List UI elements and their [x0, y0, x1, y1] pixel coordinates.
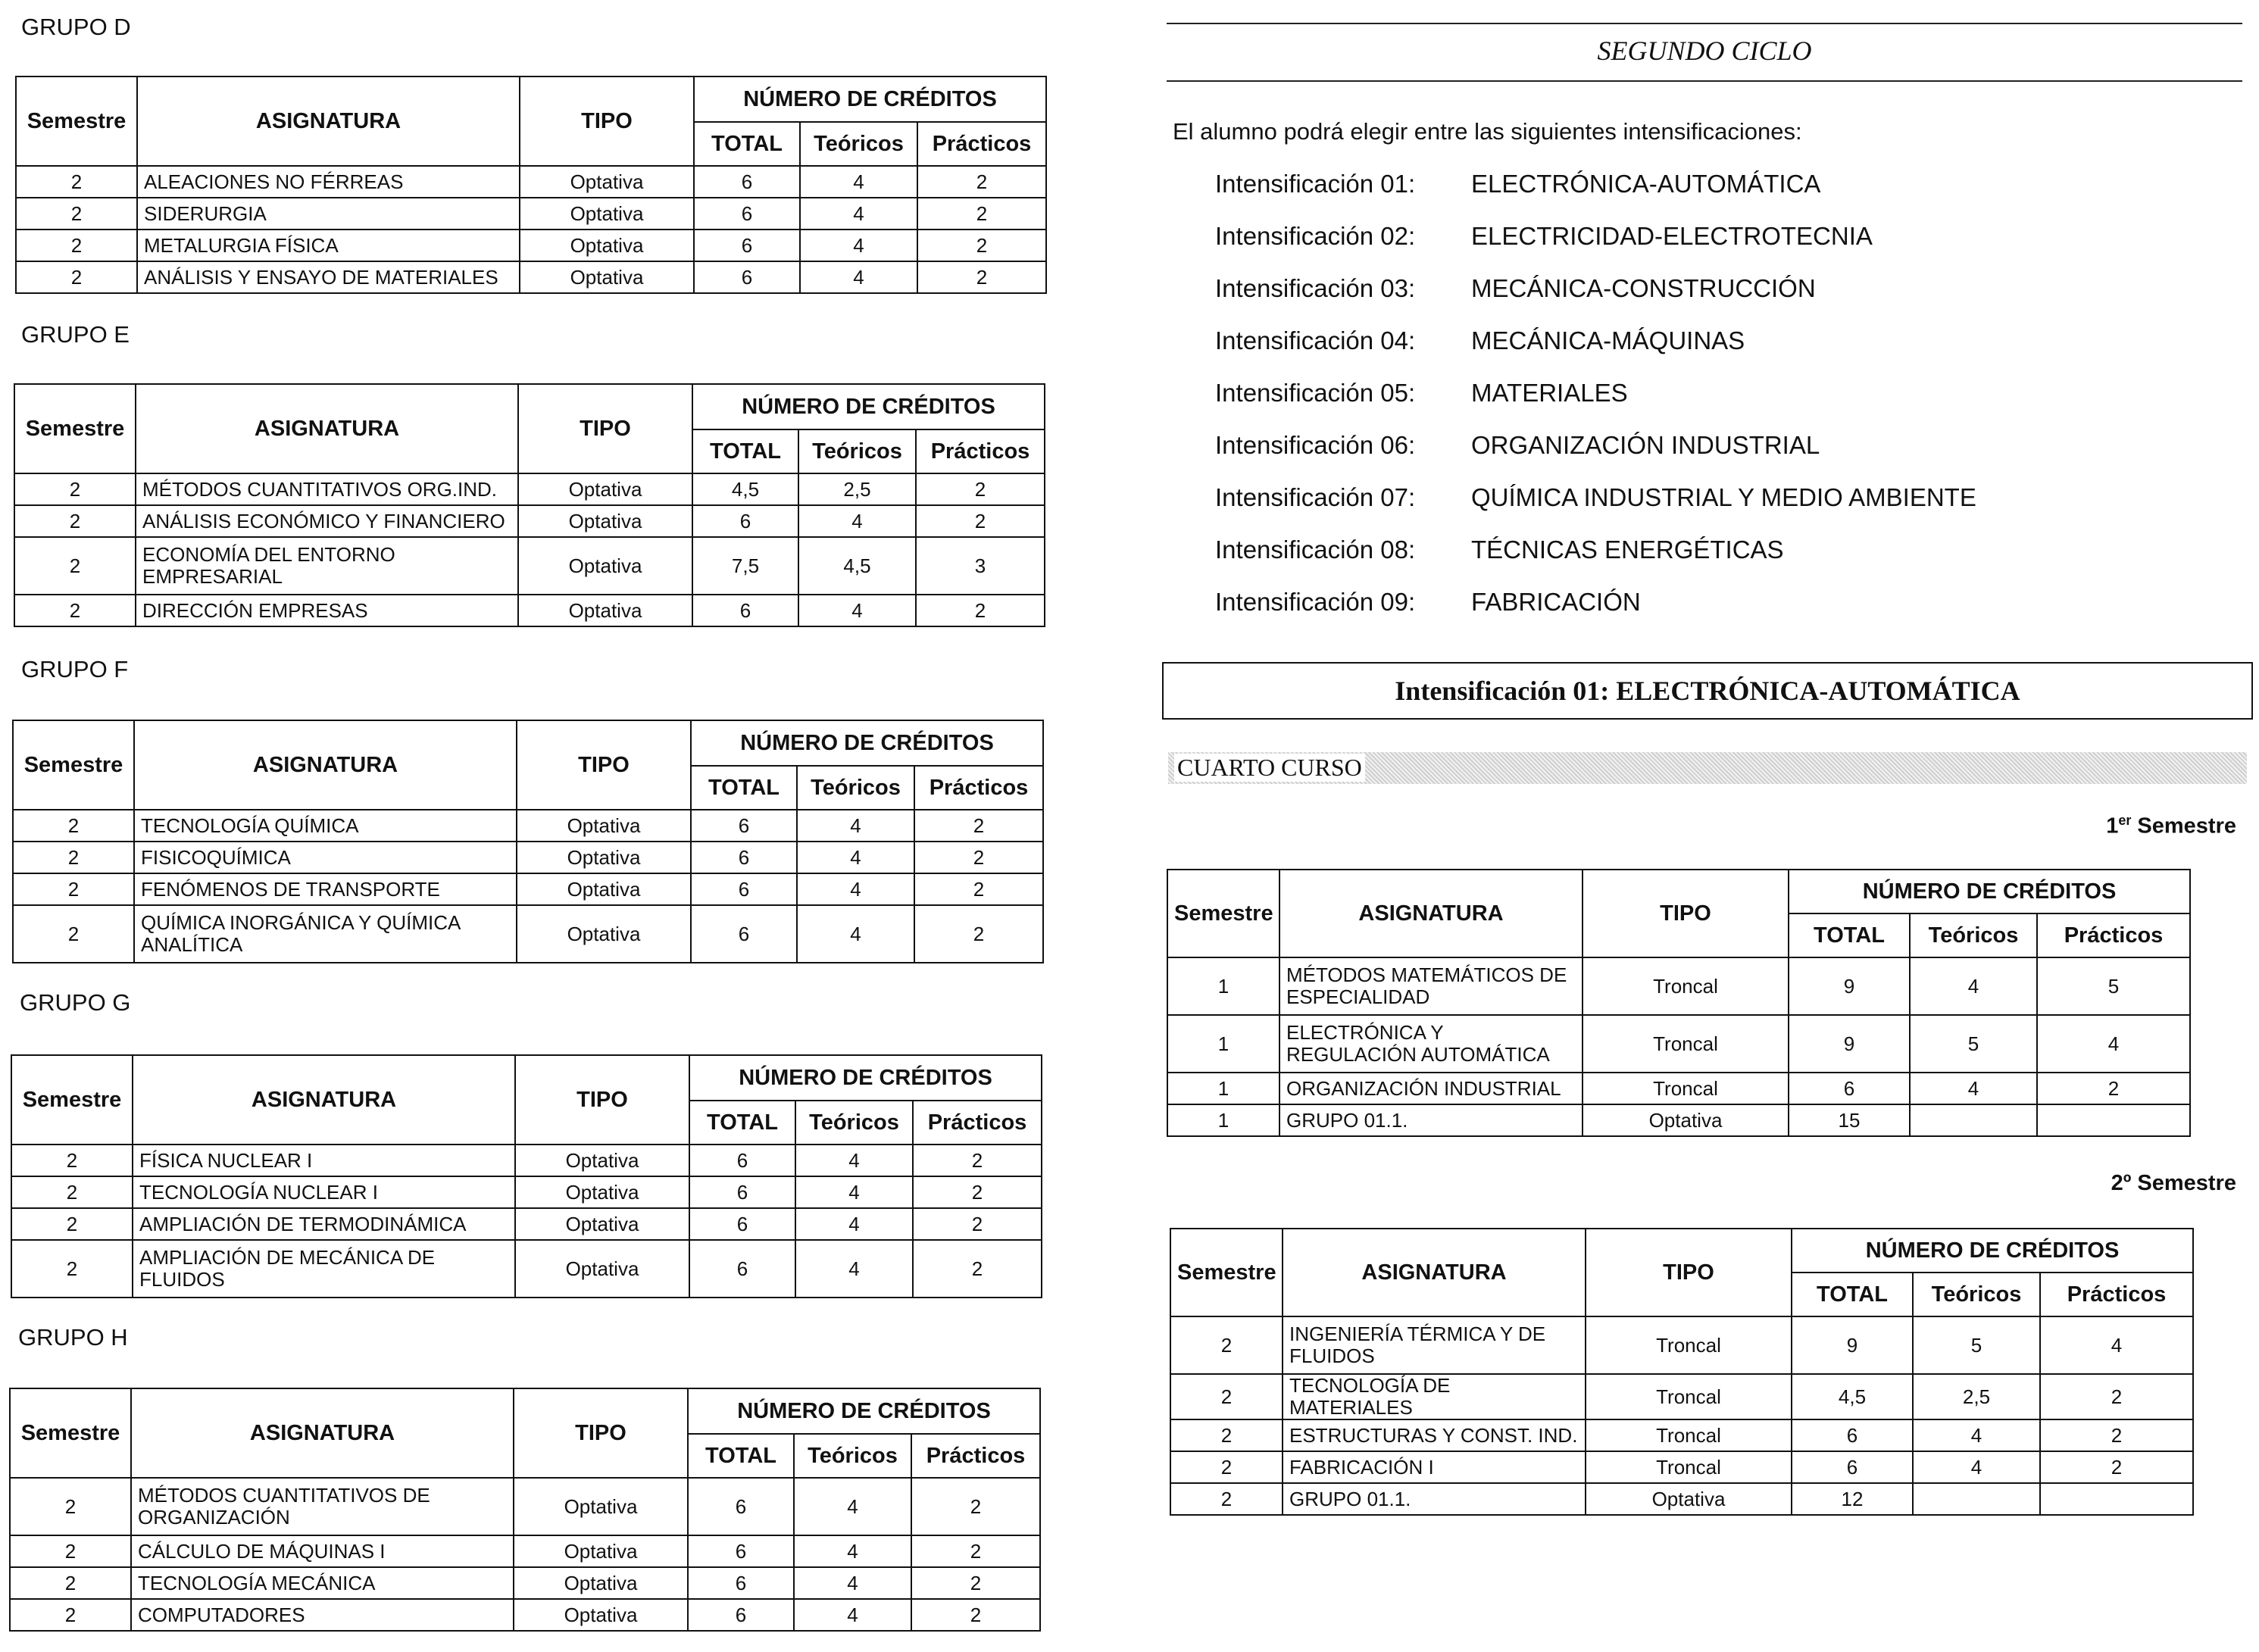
- sem2-label: 2º Semestre: [2111, 1171, 2236, 1195]
- curso-band: [1168, 752, 2247, 784]
- intensificacion-value: FABRICACIÓN: [1471, 588, 1641, 616]
- group-g-table: [11, 1054, 1042, 1298]
- header-semestre: Semestre: [14, 384, 136, 473]
- intensificacion-label: Intensificación 08:: [1215, 536, 1416, 564]
- table-row: 1 ELECTRÓNICA Y REGULACIÓN AUTOMÁTICA Troncal 9 5 4: [1167, 1015, 2190, 1073]
- header-practicos: Prácticos: [913, 1101, 1042, 1145]
- header-tipo: TIPO: [517, 720, 691, 810]
- header-total: TOTAL: [694, 122, 800, 166]
- table-row: 2 QUÍMICA INORGÁNICA Y QUÍMICA ANALÍTICA Optativa 6 4 2: [13, 905, 1043, 963]
- header-teoricos: Teóricos: [1910, 913, 2037, 957]
- header-total: TOTAL: [689, 1101, 795, 1145]
- header-practicos: Prácticos: [2037, 913, 2190, 957]
- table-row: 2 FÍSICA NUCLEAR I Optativa 6 4 2: [11, 1145, 1042, 1176]
- header-semestre: Semestre: [1170, 1229, 1283, 1316]
- table-row: 2 FENÓMENOS DE TRANSPORTE Optativa 6 4 2: [13, 873, 1043, 905]
- table-row: 2 TECNOLOGÍA NUCLEAR I Optativa 6 4 2: [11, 1176, 1042, 1208]
- group-e-table: [14, 383, 1045, 627]
- header-total: TOTAL: [688, 1434, 794, 1478]
- header-semestre: Semestre: [1167, 870, 1279, 957]
- ciclo-rule: [1167, 80, 2242, 82]
- header-practicos: Prácticos: [914, 766, 1043, 810]
- header-practicos: Prácticos: [916, 429, 1045, 473]
- intensificacion-value: MATERIALES: [1471, 379, 1628, 407]
- header-semestre: Semestre: [13, 720, 134, 810]
- intensificacion-box-title: Intensificación 01: ELECTRÓNICA-AUTOMÁTICA: [1162, 662, 2253, 720]
- header-tipo: TIPO: [518, 384, 692, 473]
- group-e-title: GRUPO E: [21, 321, 130, 348]
- intro-text: El alumno podrá elegir entre las siguientes intensificaciones:: [1173, 118, 1802, 145]
- intensificacion-label: Intensificación 07:: [1215, 483, 1416, 511]
- header-semestre: Semestre: [16, 77, 137, 166]
- header-practicos: Prácticos: [911, 1434, 1040, 1478]
- header-total: TOTAL: [692, 429, 798, 473]
- sem1-label: [2106, 813, 2236, 839]
- header-tipo: TIPO: [515, 1055, 689, 1145]
- table-row: 2 INGENIERÍA TÉRMICA Y DE FLUIDOS Troncal 9 5 4: [1170, 1316, 2193, 1374]
- sem1-sup: er: [2118, 813, 2132, 828]
- sem1-table: [1167, 869, 2191, 1137]
- table-row: 2 ANÁLISIS ECONÓMICO Y FINANCIERO Optativa 6 4 2: [14, 505, 1045, 537]
- header-semestre: Semestre: [11, 1055, 133, 1145]
- table-row: 1 MÉTODOS MATEMÁTICOS DE ESPECIALIDAD Troncal 9 4 5: [1167, 957, 2190, 1015]
- header-teoricos: Teóricos: [797, 766, 914, 810]
- header-tipo: TIPO: [514, 1388, 688, 1478]
- sem2-table: [1170, 1228, 2194, 1516]
- table-row: 2 MÉTODOS CUANTITATIVOS DE ORGANIZACIÓN Optativa 6 4 2: [10, 1478, 1040, 1535]
- header-tipo: TIPO: [1586, 1229, 1792, 1316]
- table-row: 2 ALEACIONES NO FÉRREAS Optativa 6 4 2: [16, 166, 1046, 198]
- table-row: 2 DIRECCIÓN EMPRESAS Optativa 6 4 2: [14, 595, 1045, 626]
- header-practicos: Prácticos: [2040, 1273, 2193, 1316]
- group-d-title: GRUPO D: [21, 14, 131, 40]
- table-row: 2 METALURGIA FÍSICA Optativa 6 4 2: [16, 230, 1046, 261]
- header-numero-creditos: NÚMERO DE CRÉDITOS: [692, 384, 1045, 429]
- table-row: 2 AMPLIACIÓN DE TERMODINÁMICA Optativa 6 4 2: [11, 1208, 1042, 1240]
- group-d-table: [15, 76, 1047, 294]
- intensificacion-value: ORGANIZACIÓN INDUSTRIAL: [1471, 431, 1820, 459]
- group-g-title: GRUPO G: [20, 989, 131, 1016]
- intensificacion-value: ELECTRICIDAD-ELECTROTECNIA: [1471, 222, 1873, 250]
- header-asignatura: ASIGNATURA: [134, 720, 517, 810]
- intensificacion-label: Intensificación 02:: [1215, 222, 1416, 250]
- group-h-title: GRUPO H: [18, 1324, 128, 1351]
- header-total: TOTAL: [1789, 913, 1910, 957]
- group-h-table: [9, 1388, 1041, 1632]
- header-semestre: Semestre: [10, 1388, 131, 1478]
- table-row: 2 AMPLIACIÓN DE MECÁNICA DE FLUIDOS Optativa 6 4 2: [11, 1240, 1042, 1298]
- header-numero-creditos: NÚMERO DE CRÉDITOS: [1789, 870, 2190, 913]
- header-teoricos: Teóricos: [795, 1101, 913, 1145]
- intensificacion-label: Intensificación 04:: [1215, 326, 1416, 354]
- header-practicos: Prácticos: [917, 122, 1046, 166]
- header-total: TOTAL: [1792, 1273, 1913, 1316]
- header-tipo: TIPO: [1583, 870, 1789, 957]
- table-row: 1 GRUPO 01.1. Optativa 15: [1167, 1104, 2190, 1136]
- table-row: 2 FISICOQUÍMICA Optativa 6 4 2: [13, 842, 1043, 873]
- header-asignatura: ASIGNATURA: [133, 1055, 515, 1145]
- ciclo-title: SEGUNDO CICLO: [1597, 36, 1812, 66]
- sem1-word: Semestre: [2137, 814, 2236, 838]
- curso-title: CUARTO CURSO: [1174, 754, 1365, 782]
- table-row: 2 ECONOMÍA DEL ENTORNO EMPRESARIAL Optativa 7,5 4,5 3: [14, 537, 1045, 595]
- intensificacion-label: Intensificación 01:: [1215, 170, 1416, 198]
- table-row: 2 TECNOLOGÍA QUÍMICA Optativa 6 4 2: [13, 810, 1043, 842]
- header-numero-creditos: NÚMERO DE CRÉDITOS: [694, 77, 1046, 122]
- header-teoricos: Teóricos: [794, 1434, 911, 1478]
- header-teoricos: Teóricos: [800, 122, 917, 166]
- header-asignatura: ASIGNATURA: [131, 1388, 514, 1478]
- intensificacion-value: MECÁNICA-CONSTRUCCIÓN: [1471, 274, 1816, 302]
- header-teoricos: Teóricos: [798, 429, 916, 473]
- header-numero-creditos: NÚMERO DE CRÉDITOS: [689, 1055, 1042, 1101]
- intensificacion-value: QUÍMICA INDUSTRIAL Y MEDIO AMBIENTE: [1471, 483, 1976, 511]
- table-row: 2 COMPUTADORES Optativa 6 4 2: [10, 1599, 1040, 1631]
- table-row: 2 MÉTODOS CUANTITATIVOS ORG.IND. Optativa 4,5 2,5 2: [14, 473, 1045, 505]
- intensificacion-label: Intensificación 05:: [1215, 379, 1416, 407]
- header-asignatura: ASIGNATURA: [137, 77, 520, 166]
- intensificacion-value: TÉCNICAS ENERGÉTICAS: [1471, 536, 1784, 564]
- header-asignatura: ASIGNATURA: [1283, 1229, 1586, 1316]
- group-f-title: GRUPO F: [21, 656, 129, 682]
- table-row: 2 TECNOLOGÍA DE MATERIALES Troncal 4,5 2,5 2: [1170, 1374, 2193, 1419]
- table-row: 2 GRUPO 01.1. Optativa 12: [1170, 1483, 2193, 1515]
- intensificacion-label: Intensificación 06:: [1215, 431, 1416, 459]
- table-row: 2 SIDERURGIA Optativa 6 4 2: [16, 198, 1046, 230]
- table-row: 2 ESTRUCTURAS Y CONST. IND. Troncal 6 4 2: [1170, 1419, 2193, 1451]
- table-row: 2 FABRICACIÓN I Troncal 6 4 2: [1170, 1451, 2193, 1483]
- table-row: 2 CÁLCULO DE MÁQUINAS I Optativa 6 4 2: [10, 1535, 1040, 1567]
- table-row: 2 ANÁLISIS Y ENSAYO DE MATERIALES Optativa 6 4 2: [16, 261, 1046, 293]
- top-rule: [1167, 23, 2242, 24]
- intensificacion-value: MECÁNICA-MÁQUINAS: [1471, 326, 1745, 354]
- header-numero-creditos: NÚMERO DE CRÉDITOS: [1792, 1229, 2193, 1273]
- table-row: 2 TECNOLOGÍA MECÁNICA Optativa 6 4 2: [10, 1567, 1040, 1599]
- header-numero-creditos: NÚMERO DE CRÉDITOS: [688, 1388, 1040, 1434]
- header-teoricos: Teóricos: [1913, 1273, 2040, 1316]
- sem1-num: 1: [2106, 814, 2119, 838]
- header-asignatura: ASIGNATURA: [136, 384, 518, 473]
- intensificacion-value: ELECTRÓNICA-AUTOMÁTICA: [1471, 170, 1821, 198]
- header-total: TOTAL: [691, 766, 797, 810]
- header-tipo: TIPO: [520, 77, 694, 166]
- header-numero-creditos: NÚMERO DE CRÉDITOS: [691, 720, 1043, 766]
- intensificacion-label: Intensificación 09:: [1215, 588, 1416, 616]
- group-f-table: [12, 720, 1044, 963]
- intensificacion-label: Intensificación 03:: [1215, 274, 1416, 302]
- header-asignatura: ASIGNATURA: [1279, 870, 1583, 957]
- table-row: 1 ORGANIZACIÓN INDUSTRIAL Troncal 6 4 2: [1167, 1073, 2190, 1104]
